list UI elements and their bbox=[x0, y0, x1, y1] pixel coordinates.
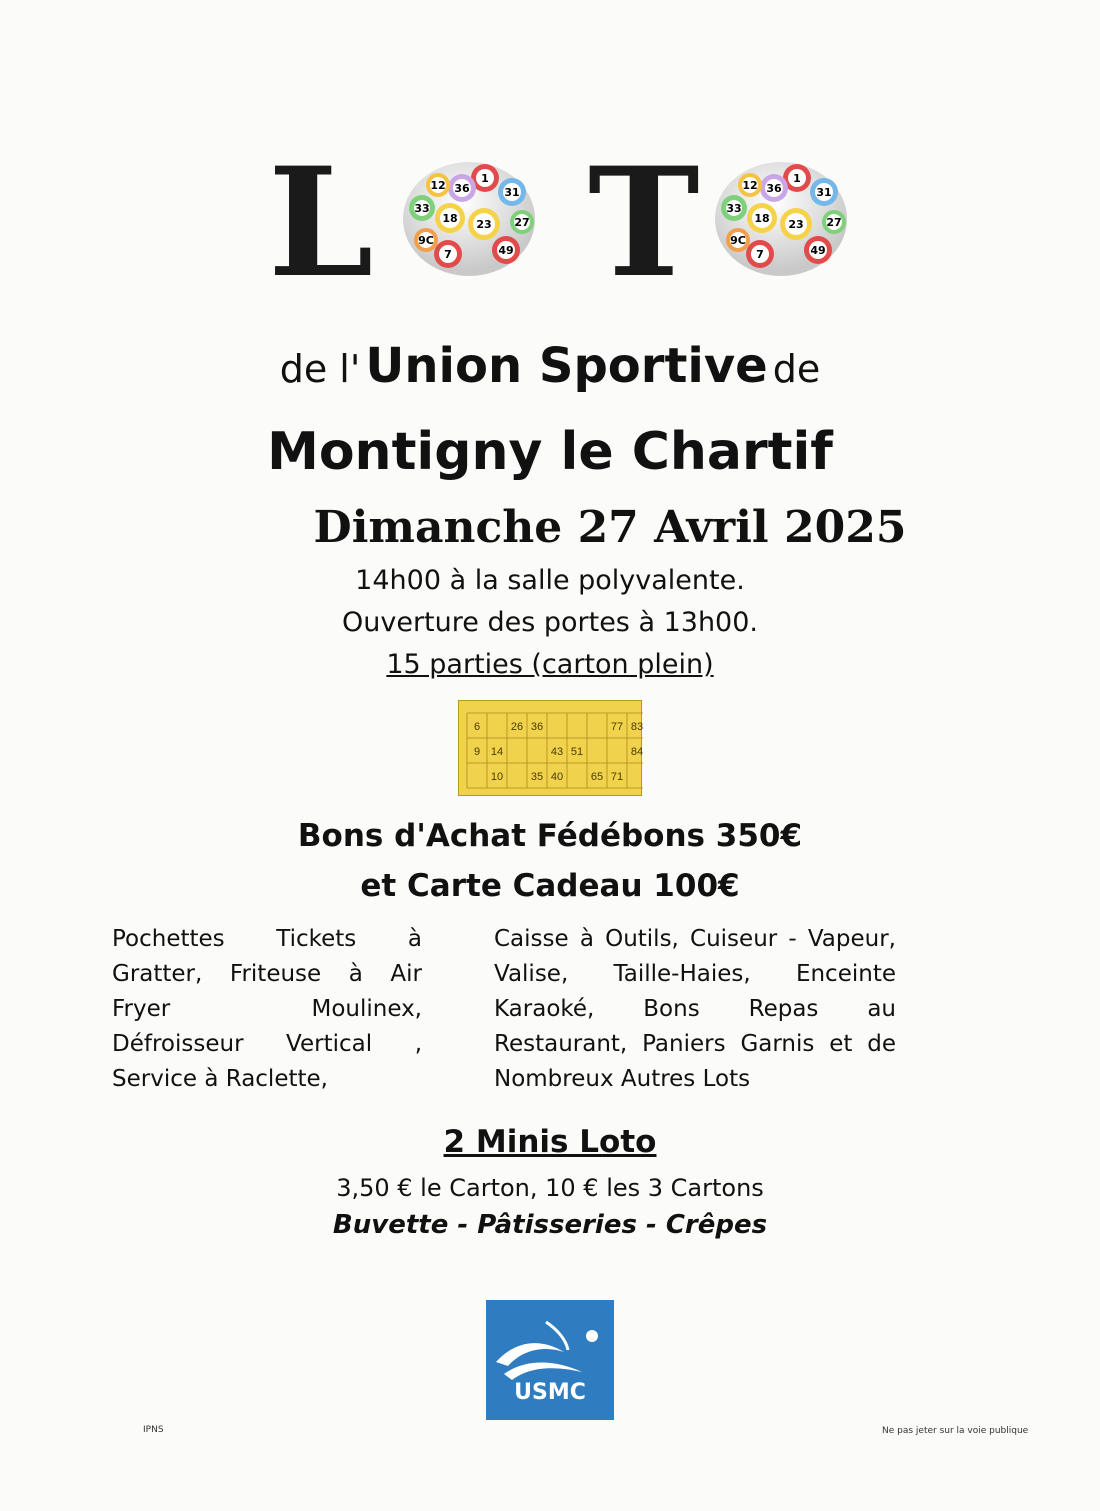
mini-loto-price: 3,50 € le Carton, 10 € les 3 Cartons bbox=[336, 1174, 764, 1202]
prize-main-2: et Carte Cadeau 100€ bbox=[360, 868, 740, 904]
svg-text:36: 36 bbox=[454, 182, 470, 195]
svg-text:12: 12 bbox=[430, 179, 446, 192]
bingo-card bbox=[458, 700, 642, 796]
svg-text:7: 7 bbox=[756, 248, 764, 261]
svg-text:9C: 9C bbox=[730, 234, 746, 247]
svg-text:7: 7 bbox=[444, 248, 452, 261]
loto-letter-t: T bbox=[588, 135, 700, 311]
footer-notice: Ne pas jeter sur la voie publique bbox=[882, 1426, 1029, 1436]
card-number: 43 bbox=[550, 746, 564, 758]
card-number: 6 bbox=[473, 721, 481, 733]
organizer-suffix: de bbox=[772, 347, 821, 391]
card-number: 14 bbox=[490, 746, 504, 758]
event-games: 15 parties (carton plein) bbox=[386, 649, 714, 680]
svg-text:36: 36 bbox=[766, 182, 782, 195]
prize-main-1: Bons d'Achat Fédébons 350€ bbox=[297, 818, 803, 854]
svg-text:23: 23 bbox=[476, 218, 492, 231]
svg-text:31: 31 bbox=[504, 186, 520, 199]
organizer-prefix: de l' bbox=[279, 347, 361, 391]
card-number: 51 bbox=[570, 746, 584, 758]
svg-text:18: 18 bbox=[442, 212, 458, 225]
svg-text:9C: 9C bbox=[418, 234, 434, 247]
event-date: Dimanche 27 Avril 2025 bbox=[313, 502, 907, 553]
card-number: 36 bbox=[530, 721, 544, 733]
card-number: 26 bbox=[510, 721, 524, 733]
card-number: 77 bbox=[610, 721, 624, 733]
usmc-logo bbox=[486, 1300, 614, 1420]
svg-text:27: 27 bbox=[826, 216, 842, 229]
organizer-town: Montigny le Chartif bbox=[267, 422, 833, 482]
svg-text:23: 23 bbox=[788, 218, 804, 231]
card-number: 9 bbox=[473, 746, 481, 758]
bingo-balls-icon bbox=[400, 160, 538, 278]
card-number: 40 bbox=[550, 771, 564, 783]
organizer-name: Union Sportive bbox=[365, 338, 768, 394]
organizer-line-1 bbox=[0, 338, 1100, 394]
svg-text:1: 1 bbox=[481, 172, 489, 185]
footer-ipns: IPNS bbox=[143, 1425, 164, 1435]
event-doors: Ouverture des portes à 13h00. bbox=[342, 607, 758, 638]
svg-text:33: 33 bbox=[414, 202, 430, 215]
card-number: 35 bbox=[530, 771, 544, 783]
bingo-card-grid bbox=[459, 701, 643, 797]
card-number: 10 bbox=[490, 771, 504, 783]
prize-list-left: Pochettes Tickets à Gratter, Friteuse à Air Fryer Moulinex, Défroisseur Vertical , Service à Raclette, bbox=[112, 926, 422, 1092]
svg-text:49: 49 bbox=[810, 244, 826, 257]
loto-letter-l: L bbox=[268, 135, 374, 311]
svg-text:1: 1 bbox=[793, 172, 801, 185]
svg-text:33: 33 bbox=[726, 202, 742, 215]
mini-loto-title: 2 Minis Loto bbox=[443, 1124, 657, 1160]
event-time-place: 14h00 à la salle polyvalente. bbox=[355, 565, 745, 596]
mini-loto-extras: Buvette - Pâtisseries - Crêpes bbox=[332, 1210, 768, 1240]
card-number: 84 bbox=[630, 746, 643, 758]
bingo-balls-icon bbox=[712, 160, 850, 278]
svg-text:27: 27 bbox=[514, 216, 530, 229]
svg-text:12: 12 bbox=[742, 179, 758, 192]
card-number: 65 bbox=[590, 771, 604, 783]
card-number: 83 bbox=[630, 721, 643, 733]
svg-text:49: 49 bbox=[498, 244, 514, 257]
prize-list-right: Caisse à Outils, Cuiseur - Vapeur, Valise, Taille-Haies, Enceinte Karaoké, Bons Repas au Restaurant, Paniers Garnis et de Nombreux Autres Lots bbox=[494, 926, 896, 1092]
card-number: 71 bbox=[610, 771, 624, 783]
svg-text:18: 18 bbox=[754, 212, 770, 225]
usmc-logo-text: USMC bbox=[514, 1380, 586, 1405]
svg-text:31: 31 bbox=[816, 186, 832, 199]
